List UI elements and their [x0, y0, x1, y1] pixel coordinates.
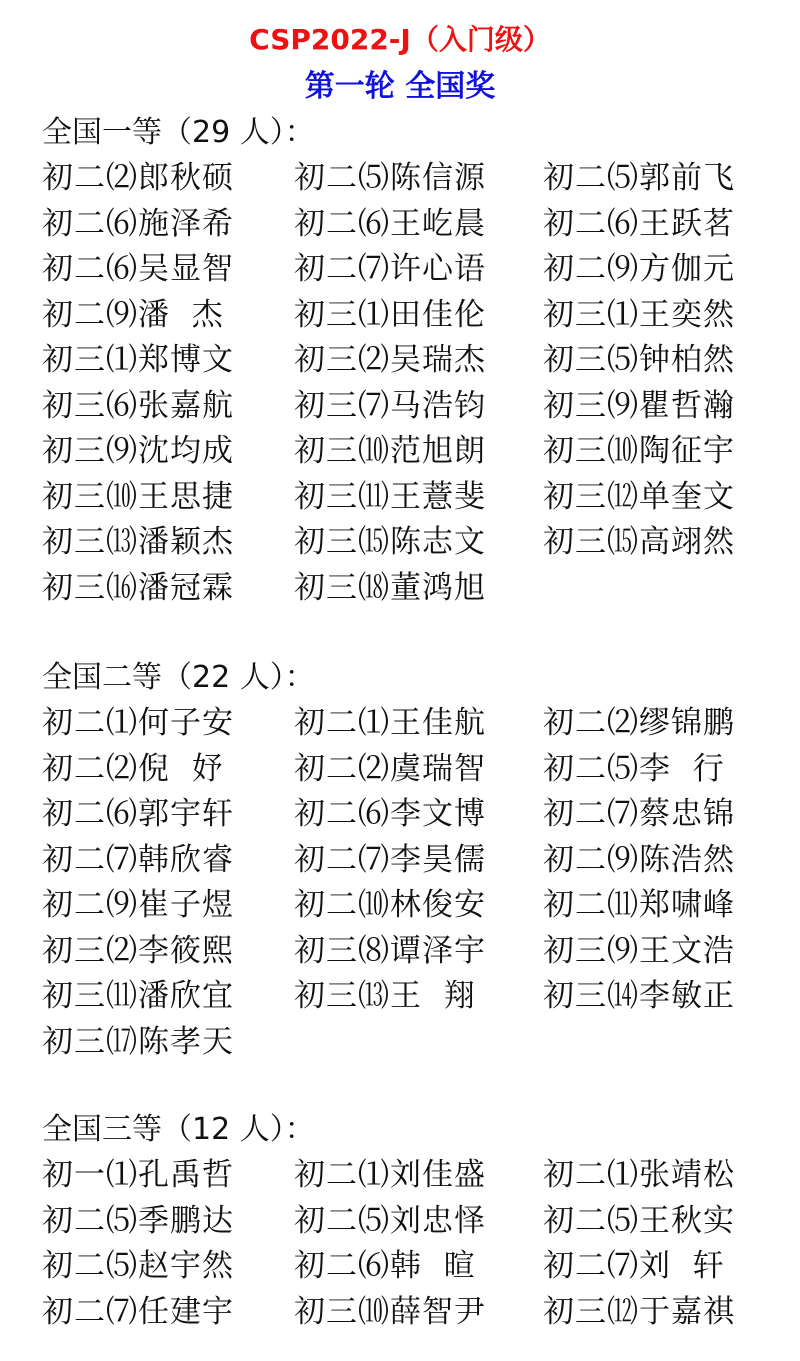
- awardee-name: 初三⒀王 翔: [294, 978, 476, 1014]
- name-row: [0, 1243, 800, 1289]
- document-subtitle: 第一轮 全国奖: [304, 69, 496, 104]
- name-row: [0, 928, 800, 974]
- awardee-name: 初二⑴王佳航: [294, 705, 486, 741]
- awardee-name: 初三⑽范旭朗: [294, 433, 486, 469]
- awardee-name: 初二⑾郑啸峰: [543, 887, 735, 923]
- awardee-name: 初三⑾王薏斐: [294, 478, 486, 515]
- awardee-name: 初三⑿单奎文: [543, 478, 735, 515]
- name-row: [0, 428, 800, 474]
- awardee-name: 初三⑻谭泽宇: [294, 932, 486, 969]
- awardee-name: 初三⒂高翊然: [543, 524, 735, 560]
- awardee-name: 初二⑴刘佳盛: [294, 1157, 486, 1193]
- awardee-name: 初三⑴田佳伦: [294, 296, 486, 333]
- awardee-name: 初二⑴张靖松: [543, 1157, 735, 1193]
- name-row: [0, 746, 800, 792]
- awardee-name: 初三⑼王文浩: [543, 932, 735, 969]
- name-row: [0, 519, 800, 565]
- name-row: [0, 565, 800, 611]
- awardee-name: 初二⑹王跃茗: [543, 205, 735, 242]
- section-heading: 全国三等（12 人）：: [42, 1112, 315, 1147]
- name-row: [0, 1152, 800, 1198]
- awardee-name: 初二⑹王屹晨: [294, 205, 486, 242]
- awardee-name: 初三⑵李筱熙: [42, 932, 234, 969]
- name-row: [0, 383, 800, 429]
- awardee-name: 初二⑸王秋实: [543, 1202, 735, 1239]
- awardee-name: 初二⑸刘忠怿: [294, 1202, 486, 1239]
- name-row: [0, 337, 800, 383]
- name-row: [0, 837, 800, 883]
- awardee-name: 初二⑼崔子煜: [42, 887, 234, 923]
- awardee-name: 初二⑴何子安: [42, 705, 234, 741]
- name-row: [0, 700, 800, 746]
- name-row: [0, 246, 800, 292]
- awardee-name: 初二⑼陈浩然: [543, 841, 735, 878]
- name-row: [0, 791, 800, 837]
- awardee-name: 初二⑼方伽元: [543, 251, 735, 287]
- awardee-name: 初二⑹施泽希: [42, 205, 234, 242]
- name-row: [0, 155, 800, 201]
- awardee-name: 初三⑽陶征宇: [543, 433, 735, 469]
- awardee-name: 初三⑸钟柏然: [543, 342, 735, 378]
- awardee-name: 初三⑽王思捷: [42, 478, 234, 515]
- awardee-name: 初二⑸郭前飞: [543, 160, 735, 196]
- awardee-name: 初二⑺刘 轩: [543, 1248, 725, 1284]
- name-row: [0, 201, 800, 247]
- awardee-name: 初三⑴郑博文: [42, 342, 234, 378]
- awardee-name: 初一⑴孔禹哲: [42, 1157, 234, 1193]
- awardee-name: 初二⑺韩欣睿: [42, 841, 234, 878]
- awardee-name: 初三⑺马浩钧: [294, 387, 486, 424]
- name-row: [0, 1289, 800, 1335]
- name-row: [0, 474, 800, 520]
- awardee-name: 初三⒁李敏正: [543, 978, 735, 1014]
- awardee-name: 初三⑾潘欣宜: [42, 978, 234, 1014]
- name-row: [0, 882, 800, 928]
- awardee-name: 初三⑴王奕然: [543, 296, 735, 333]
- section-heading: 全国二等（22 人）：: [42, 660, 315, 695]
- awardee-name: 初二⑸李 行: [543, 750, 725, 787]
- awardee-name: 初二⑵虞瑞智: [294, 750, 486, 787]
- name-row: [0, 292, 800, 338]
- awardee-name: 初二⑽林俊安: [294, 887, 486, 923]
- awardee-name: 初三⒃潘冠霖: [42, 569, 234, 606]
- awardee-name: 初二⑵缪锦鹏: [543, 705, 735, 741]
- awardee-name: 初二⑹吴显智: [42, 251, 234, 287]
- awardee-name: 初二⑵郎秋硕: [42, 160, 234, 196]
- awardee-name: 初二⑸陈信源: [294, 160, 486, 196]
- document-title: CSP2022-J（入门级）: [249, 23, 551, 56]
- awardee-name: 初三⒄陈孝天: [42, 1023, 234, 1060]
- awardee-name: 初二⑹李文博: [294, 796, 486, 832]
- awardee-name: 初三⑽薛智尹: [294, 1293, 486, 1330]
- awardee-name: 初三⑿于嘉祺: [543, 1293, 735, 1330]
- awardee-name: 初二⑵倪 妤: [42, 750, 224, 787]
- name-row: [0, 973, 800, 1019]
- awardee-name: 初二⑸季鹏达: [42, 1202, 234, 1239]
- awardee-name: 初三⒀潘颖杰: [42, 524, 234, 560]
- name-row: [0, 1198, 800, 1244]
- awardee-name: 初三⑹张嘉航: [42, 387, 234, 424]
- awardee-name: 初三⑵吴瑞杰: [294, 342, 486, 378]
- awardee-name: 初三⒂陈志文: [294, 524, 486, 560]
- awardee-name: 初三⒅董鸿旭: [294, 569, 486, 606]
- awardee-name: 初二⑺许心语: [294, 251, 486, 287]
- awardee-name: 初二⑹郭宇轩: [42, 796, 234, 832]
- name-row: [0, 1019, 800, 1065]
- awardee-name: 初二⑺蔡忠锦: [543, 796, 735, 832]
- section-heading: 全国一等（29 人）：: [42, 115, 315, 150]
- awardee-name: 初二⑹韩 暄: [294, 1248, 476, 1284]
- awardee-name: 初二⑸赵宇然: [42, 1248, 234, 1284]
- awardee-name: 初二⑺任建宇: [42, 1293, 234, 1330]
- awardee-name: 初三⑼沈均成: [42, 433, 234, 469]
- awardee-name: 初二⑺李昊儒: [294, 841, 486, 878]
- awardee-name: 初二⑼潘 杰: [42, 296, 224, 333]
- awardee-name: 初三⑼瞿哲瀚: [543, 387, 735, 424]
